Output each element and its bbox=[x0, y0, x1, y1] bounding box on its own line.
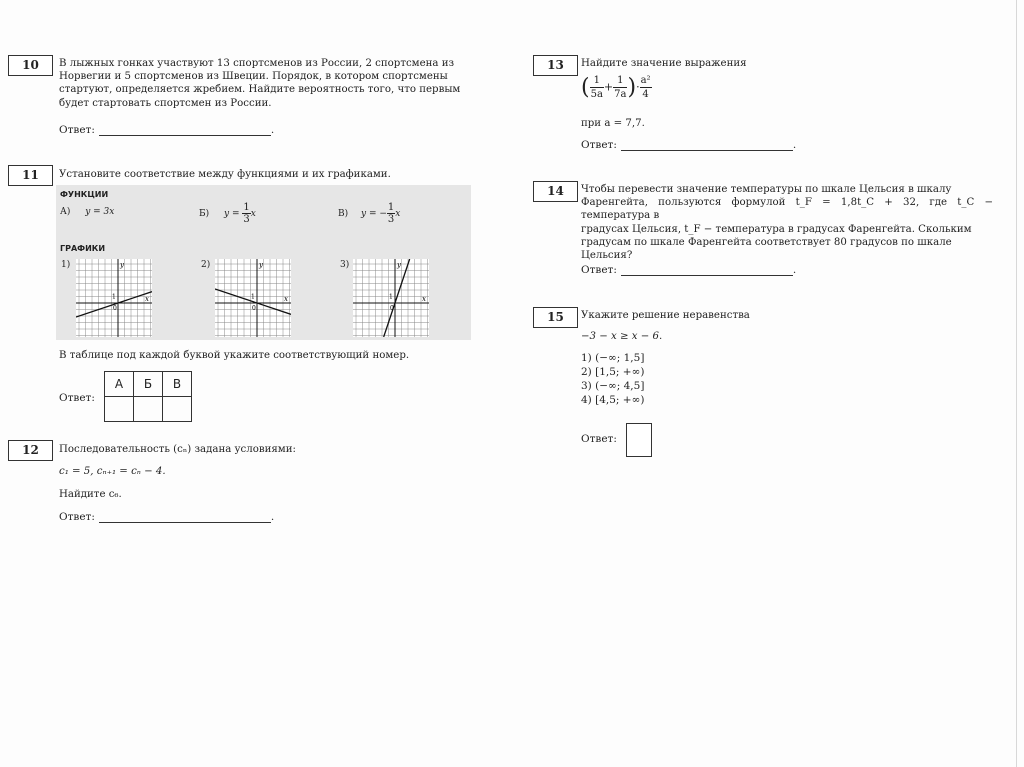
func-b-num: 1 bbox=[243, 202, 250, 213]
question-15-number: 15 bbox=[533, 307, 578, 328]
option-2: 2) [1,5; +∞) bbox=[581, 366, 645, 378]
question-13-text: Найдите значение выражения bbox=[581, 58, 747, 69]
answer-cell-b[interactable] bbox=[134, 397, 163, 422]
question-15-answer-label: Ответ: bbox=[581, 433, 617, 445]
x-axis-label: x bbox=[145, 295, 149, 303]
question-10-number: 10 bbox=[8, 55, 53, 76]
expr-den-3: 4 bbox=[642, 89, 649, 101]
option-4: 4) [4,5; +∞) bbox=[581, 394, 645, 406]
func-b-den: 3 bbox=[243, 214, 250, 225]
option-1: 1) (−∞; 1,5] bbox=[581, 352, 645, 364]
graph-1 bbox=[76, 259, 152, 337]
question-11-answer-label: Ответ: bbox=[59, 392, 95, 404]
page-right-border bbox=[1016, 0, 1017, 767]
graphs-header: ГРАФИКИ bbox=[60, 244, 106, 253]
question-11-instruction: В таблице под каждой буквой укажите соответствующий номер. bbox=[59, 350, 410, 361]
q10-line: Норвегии и 5 спортсменов из Швеции. Порядок, в котором спортсмены bbox=[59, 71, 448, 83]
question-13-expression: ( $\frac{1}{5a}$ + $\frac{1}{7a}$ )· $\frac{\text{a²}}{4}$ bbox=[581, 75, 651, 101]
func-v-var: x bbox=[395, 209, 401, 219]
answer-label: Ответ: bbox=[581, 264, 617, 276]
func-v-prefix: y = − bbox=[361, 209, 387, 219]
graph-2 bbox=[215, 259, 291, 337]
origin-label: 0 bbox=[390, 305, 394, 312]
expr-den-2: 7a bbox=[614, 89, 627, 101]
function-b bbox=[199, 202, 256, 225]
question-14-text bbox=[581, 183, 993, 262]
func-v-den: 3 bbox=[387, 214, 395, 225]
answer-label: Ответ: bbox=[581, 139, 617, 151]
x-axis-label: x bbox=[284, 295, 288, 303]
func-b-label: Б) bbox=[199, 209, 210, 219]
answer-line-12[interactable] bbox=[99, 512, 271, 523]
answer-cell-v[interactable] bbox=[163, 397, 192, 422]
func-b-prefix: y = bbox=[224, 209, 243, 219]
answer-line-14[interactable] bbox=[621, 265, 793, 276]
question-14-number: 14 bbox=[533, 181, 578, 202]
table-header-a: А bbox=[105, 372, 134, 397]
func-v-label: В) bbox=[338, 209, 349, 219]
graph-1-label: 1) bbox=[61, 260, 71, 270]
answer-table-11 bbox=[104, 371, 192, 422]
y-axis-label: y bbox=[259, 261, 263, 269]
functions-header: ФУНКЦИИ bbox=[60, 190, 109, 199]
question-12-condition: c₁ = 5, cₙ₊₁ = cₙ − 4. bbox=[59, 466, 166, 477]
expr-plus: + bbox=[603, 80, 614, 94]
answer-line-13[interactable] bbox=[621, 140, 793, 151]
unit-label: 1 bbox=[112, 293, 116, 301]
func-a-label: А) bbox=[60, 207, 71, 217]
q14-line: Чтобы перевести значение температуры по шкале Цельсия в шкалу bbox=[581, 184, 952, 195]
question-11-number: 11 bbox=[8, 165, 53, 186]
question-15-text: Укажите решение неравенства bbox=[581, 310, 750, 321]
question-10-text bbox=[59, 57, 471, 110]
question-14-answer: Ответ: . bbox=[581, 264, 797, 276]
q10-line: В лыжных гонках участвуют 13 спортсменов из России, 2 спортсмена из bbox=[59, 58, 455, 69]
answer-line-10[interactable] bbox=[99, 125, 271, 136]
table-header-b: Б bbox=[134, 372, 163, 397]
q10-line: стартуют, определяется жребием. Найдите вероятность того, что первым bbox=[59, 84, 461, 96]
x-axis-label: x bbox=[422, 295, 426, 303]
answer-label: Ответ: bbox=[59, 124, 95, 136]
q14-line: градусам по шкале Фаренгейта соответствует 80 градусов по шкале bbox=[581, 236, 952, 248]
question-12-find: Найдите c₆. bbox=[59, 489, 122, 500]
graph-2-label: 2) bbox=[201, 260, 211, 270]
unit-label: 1 bbox=[251, 293, 255, 301]
origin-label: 0 bbox=[113, 305, 117, 312]
y-axis-label: y bbox=[120, 261, 124, 269]
question-15-options bbox=[581, 351, 644, 407]
question-11-text: Установите соответствие между функциями и их графиками. bbox=[59, 169, 391, 180]
graph-3-label: 3) bbox=[340, 260, 350, 270]
question-15-inequality: −3 − x ≥ x − 6. bbox=[581, 331, 663, 342]
q14-line: Цельсия? bbox=[581, 250, 633, 262]
question-12-number: 12 bbox=[8, 440, 53, 461]
table-header-v: В bbox=[163, 372, 192, 397]
expr-num-2: 1 bbox=[613, 74, 627, 88]
question-13-condition: при a = 7,7. bbox=[581, 118, 645, 129]
unit-label: 1 bbox=[389, 293, 393, 301]
q10-line: будет стартовать спортсмен из России. bbox=[59, 97, 272, 109]
expr-num-3: a² bbox=[640, 74, 652, 88]
question-10-answer: Ответ: . bbox=[59, 124, 275, 136]
q14-line: Фаренгейта, пользуются формулой t_F = 1,8t_C + 32, где t_C − температура в bbox=[581, 197, 993, 222]
function-a bbox=[60, 207, 114, 217]
func-a-formula: y = 3x bbox=[85, 207, 115, 217]
question-13-number: 13 bbox=[533, 55, 578, 76]
func-b-var: x bbox=[250, 209, 256, 219]
question-12-text: Последовательность (cₙ) задана условиями: bbox=[59, 444, 296, 455]
answer-label: Ответ: bbox=[59, 511, 95, 523]
expr-num-1: 1 bbox=[590, 74, 604, 88]
origin-label: 0 bbox=[252, 305, 256, 312]
func-v-num: 1 bbox=[387, 202, 395, 213]
option-3: 3) (−∞; 4,5] bbox=[581, 380, 645, 392]
question-13-answer: Ответ: . bbox=[581, 139, 797, 151]
expr-dot: · bbox=[636, 80, 640, 94]
expr-den-1: 5a bbox=[590, 89, 603, 101]
answer-cell-a[interactable] bbox=[105, 397, 134, 422]
question-12-answer: Ответ: . bbox=[59, 511, 275, 523]
q14-line: градусах Цельсия, t_F − температура в градусах Фаренгейта. Скольким bbox=[581, 223, 972, 235]
graph-3 bbox=[353, 259, 429, 337]
function-v bbox=[338, 202, 400, 225]
answer-box-15[interactable] bbox=[626, 423, 652, 457]
y-axis-label: y bbox=[397, 261, 401, 269]
